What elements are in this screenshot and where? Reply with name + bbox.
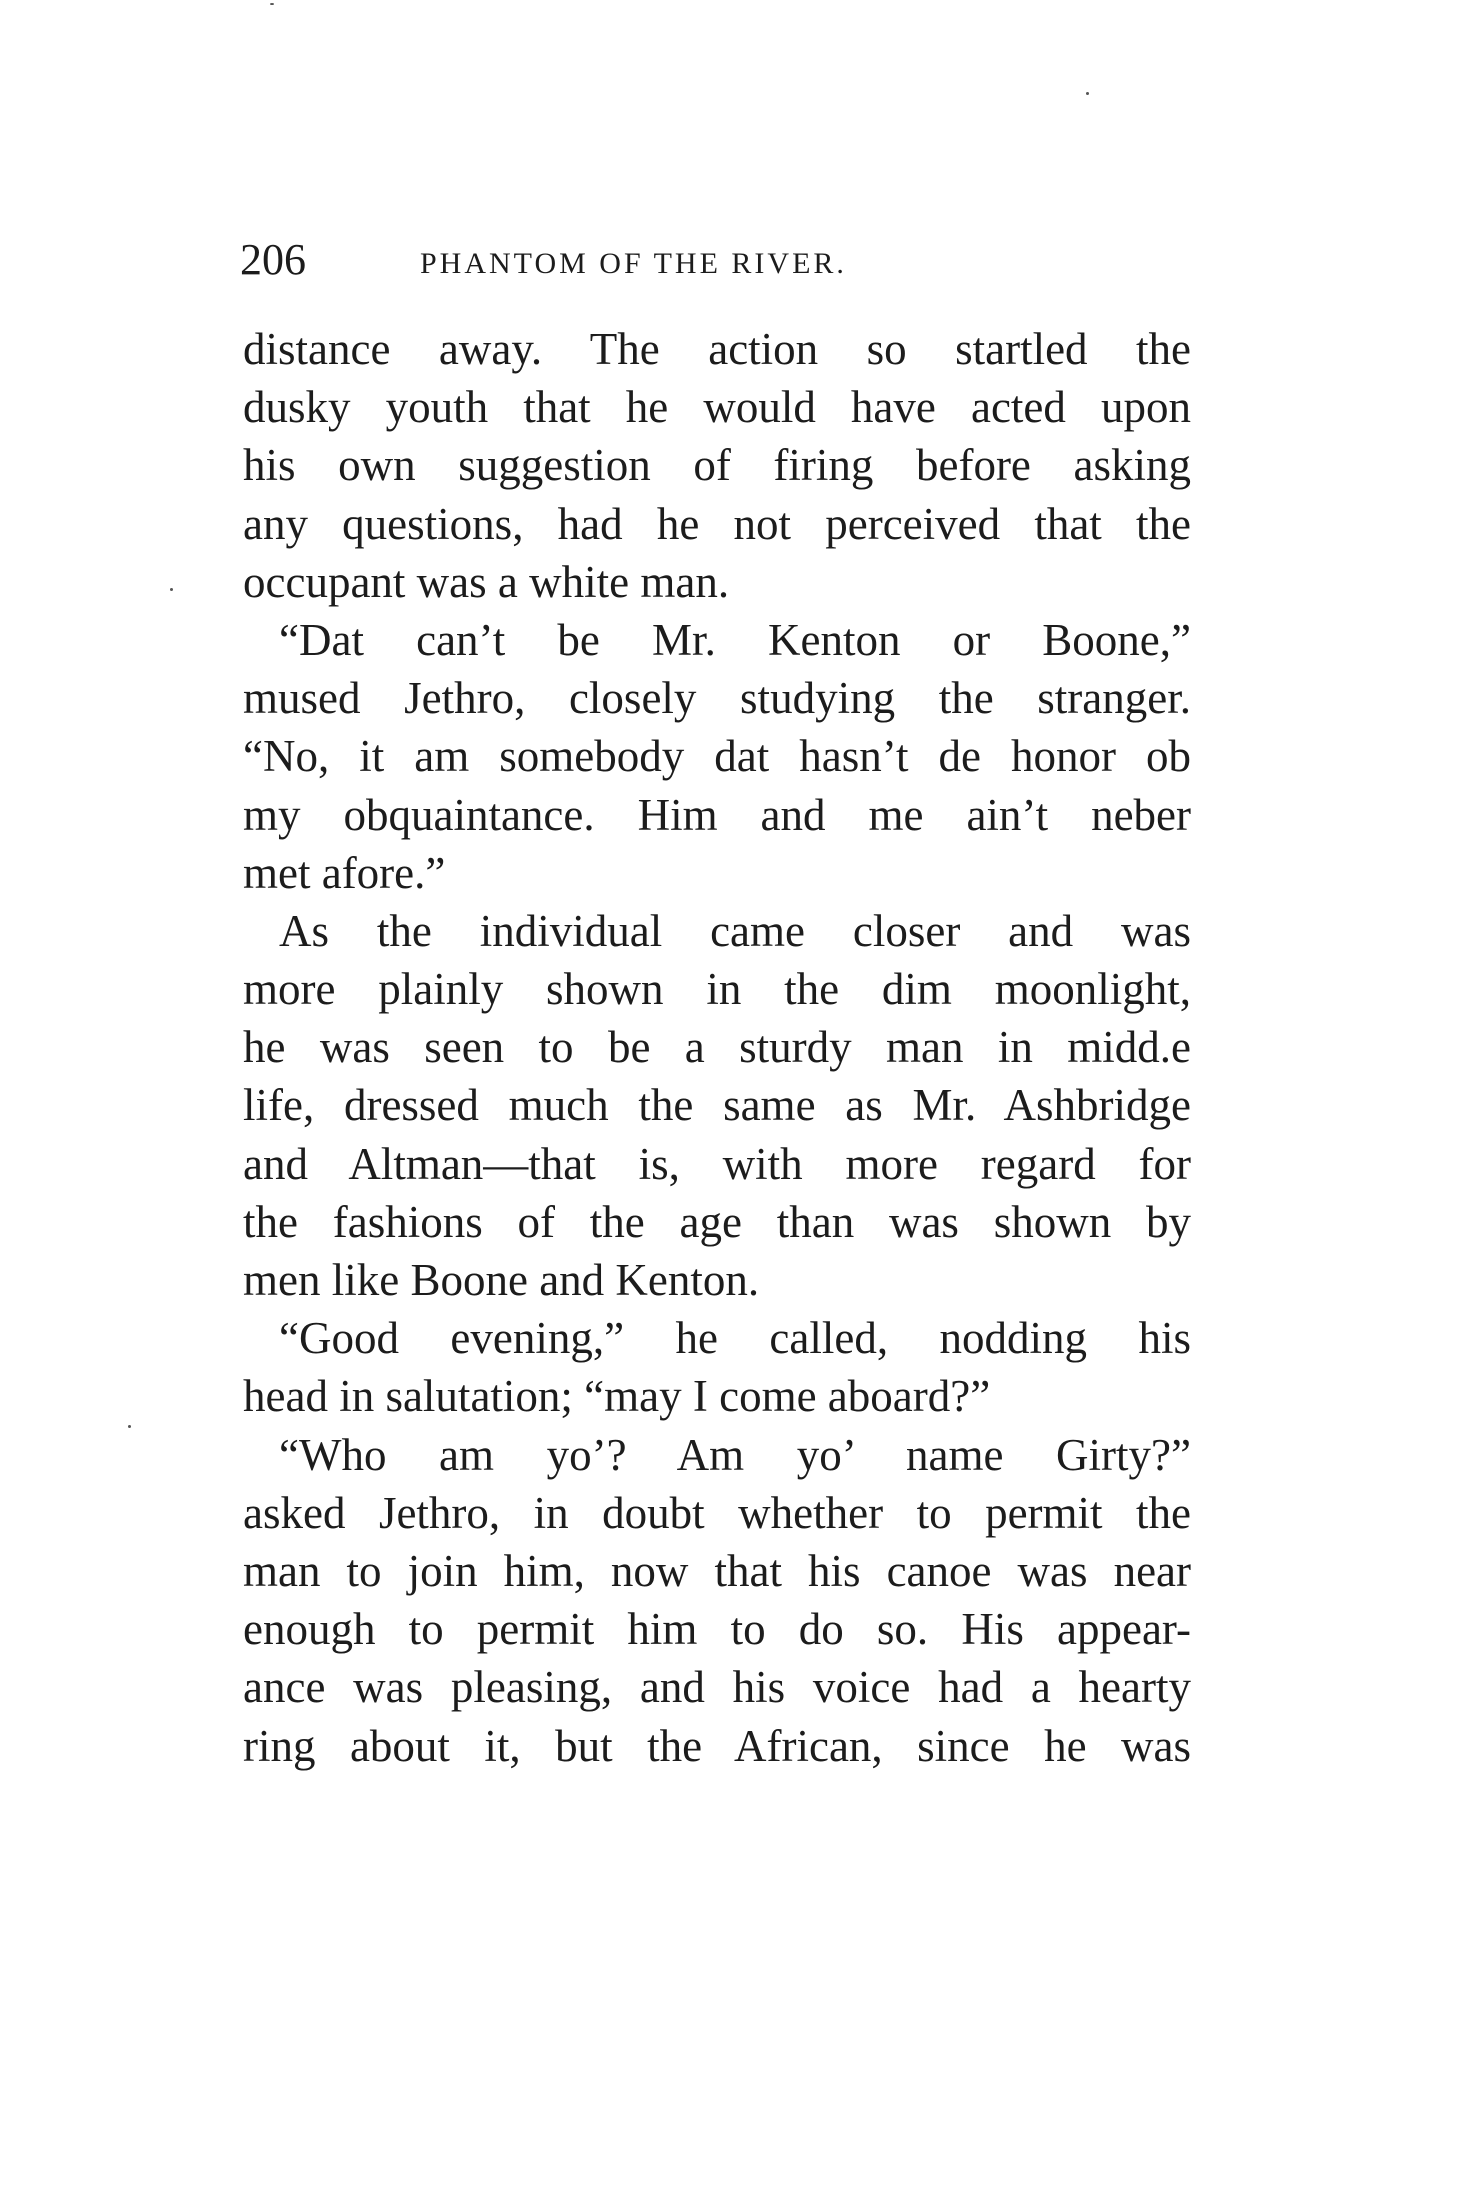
- text-line: “No, it am somebody dat hasn’t de honor ob: [243, 731, 1191, 782]
- page-number: 206: [240, 235, 306, 284]
- text-line: head in salutation; “may I come aboard?”: [243, 1371, 991, 1422]
- text-line: his own suggestion of firing before asking: [243, 440, 1191, 491]
- text-line: asked Jethro, in doubt whether to permit the: [243, 1487, 1191, 1538]
- text-line: As the individual came closer and was: [279, 905, 1191, 956]
- text-line: the fashions of the age than was shown by: [243, 1196, 1191, 1247]
- text-line: ring about it, but the African, since he was: [243, 1720, 1191, 1771]
- text-line: enough to permit him to do so. His appear-: [243, 1604, 1191, 1655]
- text-line: any questions, had he not perceived that the: [243, 498, 1191, 549]
- text-line: my obquaintance. Him and me ain’t neber: [243, 789, 1191, 840]
- text-line: ance was pleasing, and his voice had a hearty: [243, 1662, 1191, 1713]
- text-line: dusky youth that he would have acted upon: [243, 382, 1191, 433]
- body-text: [243, 320, 1191, 1775]
- running-title: PHANTOM OF THE RIVER.: [420, 247, 847, 280]
- text-line: more plainly shown in the dim moonlight,: [243, 964, 1191, 1015]
- text-line: “Good evening,” he called, nodding his: [279, 1313, 1191, 1364]
- text-line: life, dressed much the same as Mr. Ashbridge: [243, 1080, 1191, 1131]
- text-line: he was seen to be a sturdy man in midd.e: [243, 1022, 1191, 1073]
- text-line: men like Boone and Kenton.: [243, 1255, 760, 1305]
- text-line: and Altman—that is, with more regard for: [243, 1138, 1191, 1189]
- text-line: occupant was a white man.: [243, 556, 730, 607]
- paper-speck: [270, 3, 274, 5]
- text-line: met afore.”: [243, 847, 446, 898]
- text-line: distance away. The action so startled the: [243, 324, 1191, 374]
- paper-speck: [170, 588, 173, 591]
- page-header: [240, 230, 1190, 290]
- paper-speck: [1086, 92, 1089, 95]
- text-line: mused Jethro, closely studying the stranger.: [243, 673, 1191, 724]
- text-line: “Dat can’t be Mr. Kenton or Boone,”: [279, 614, 1191, 665]
- text-line: “Who am yo’? Am yo’ name Girty?”: [279, 1429, 1191, 1480]
- paper-speck: [128, 1425, 131, 1428]
- text-line: man to join him, now that his canoe was near: [243, 1545, 1191, 1596]
